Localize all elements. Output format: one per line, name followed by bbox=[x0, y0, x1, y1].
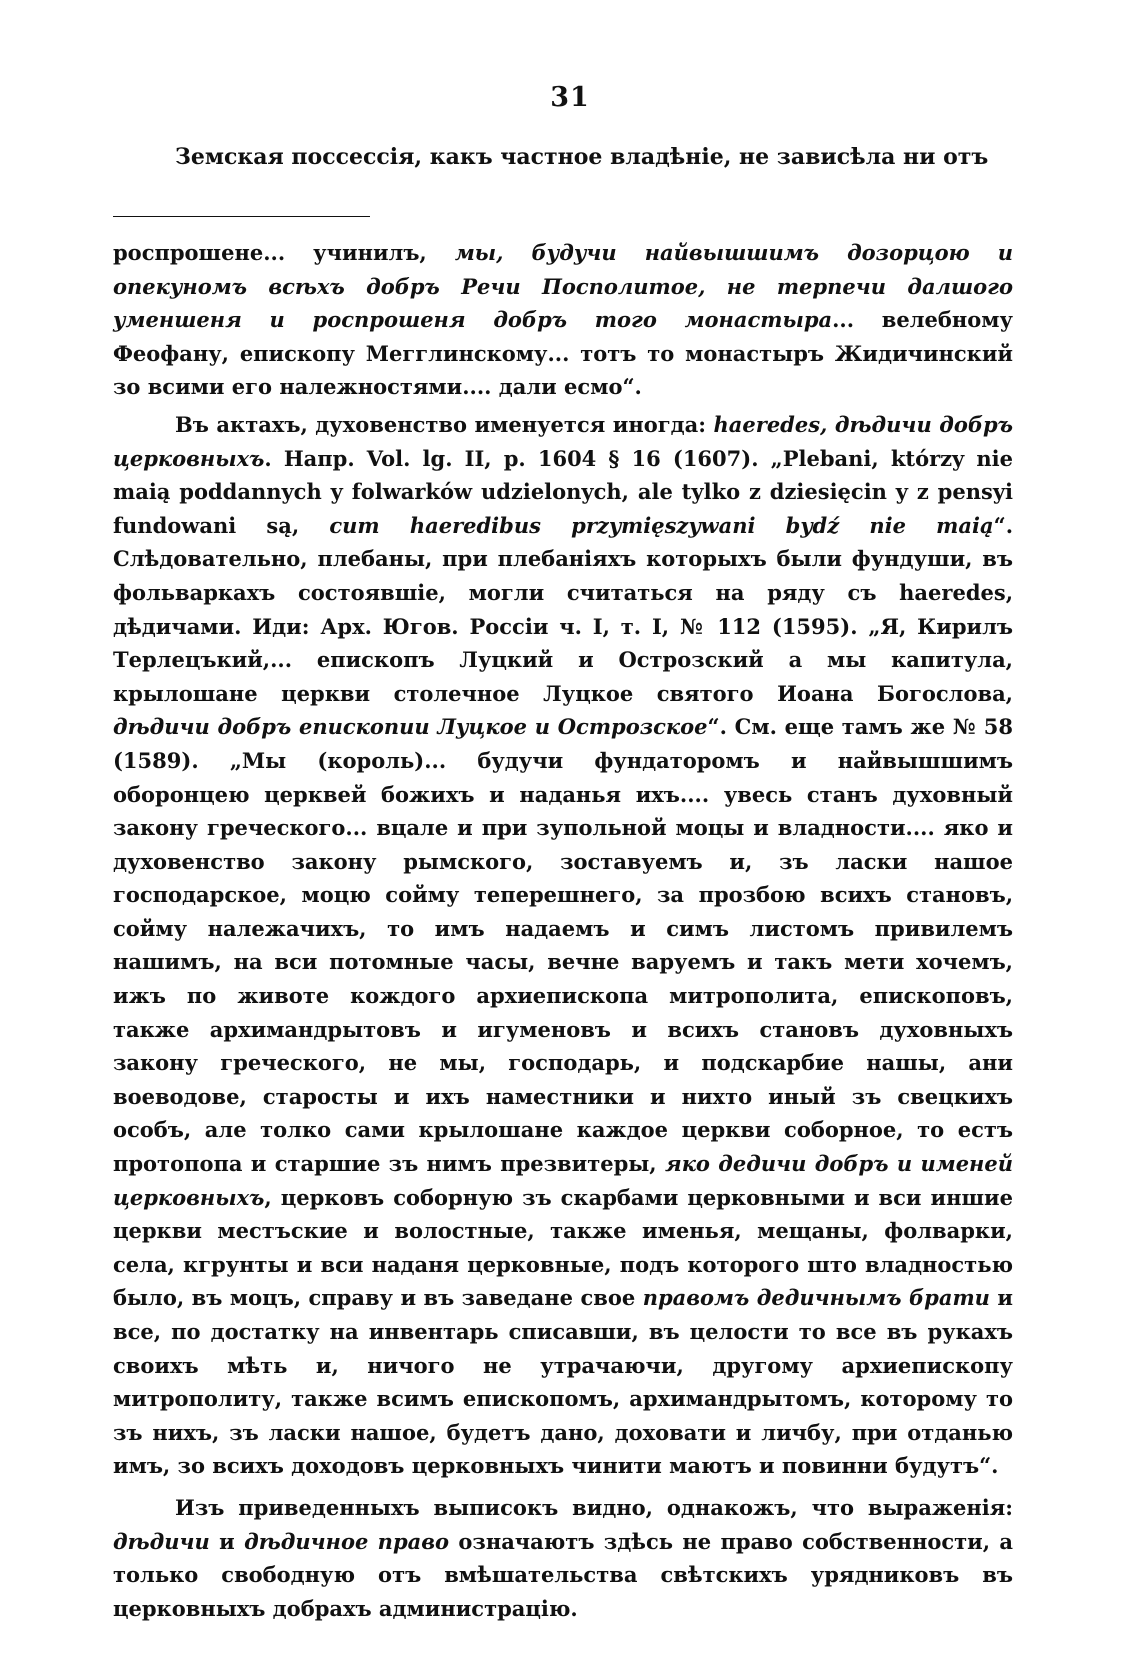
footnote-block bbox=[113, 236, 1013, 1625]
main-text-line: Земская поссессія, какъ частное владѣніе, не зависѣла ни отъ bbox=[175, 144, 989, 170]
footnote-separator bbox=[113, 216, 370, 217]
text-run: ... велебному Феофану, епископу Мегглинскому... тотъ то монастыръ Жидичинский зо всими его належностями.... дали есмо“. bbox=[113, 307, 1013, 400]
italic-run: дѣдичи bbox=[113, 1528, 210, 1554]
footnote-paragraph-3 bbox=[113, 1491, 1013, 1625]
italic-run: дѣдичное право bbox=[244, 1528, 450, 1554]
italic-run: правомъ дедичнымъ брати bbox=[642, 1285, 990, 1311]
italic-run: cum haeredibus przymięszywani bydź nie maią bbox=[329, 512, 994, 538]
italic-run: яко дедичи добръ и именей церковныхъ bbox=[113, 1151, 1013, 1210]
text-run: “. Слѣдовательно, плебаны, при плебаніяхъ которыхъ были фундуши, въ фольваркахъ состоявшіе, могли считаться на ряду съ haeredes, дѣдичами. Иди: Арх. Югов. Россіи ч. I, т. I, № 112 (1595). „Я, Кирилъ Терлецъкий,... епископъ Луцкий и Острозский а мы капитула, крылошане церкви столечное Луцкое святого Иоана Богослова, bbox=[113, 512, 1013, 706]
italic-run: haeredes, дѣдичи добръ церковныхъ bbox=[113, 411, 1013, 471]
text-run: и все, по достатку на инвентарь списавши, въ целости то все въ рукахъ своихъ мѣть и, ничого не утрачаючи, другому архиепископу митрополиту, также всимъ епископомъ, архимандрытомъ, которому то зъ нихъ, зъ ласки нашое, будетъ дано, доховати и личбу, при отданью имъ, зо всихъ доходовъ церковныхъ чинити маютъ и повинни будутъ“. bbox=[113, 1285, 1013, 1479]
footnote-paragraph-2 bbox=[113, 408, 1013, 1483]
italic-run: дѣдичи добръ епископии Луцкое и Острозское bbox=[113, 714, 708, 740]
text-run: Въ актахъ, духовенство именуется иногда: bbox=[175, 411, 714, 437]
text-run: роспрошене... учинилъ, bbox=[113, 240, 455, 265]
text-run: . Напр. Vol. lg. II, p. 1604 § 16 (1607). „Plebani, którzy nie maią poddannych y folwarków udzielonych, ale tylko z dziesięcin y z pensyi fundowani są, bbox=[113, 445, 1013, 538]
text-run: и bbox=[209, 1528, 245, 1554]
footnote-paragraph-1 bbox=[113, 236, 1013, 404]
text-run: означаютъ здѣсь не право собственности, а только свободную отъ вмѣшательства свѣтскихъ урядниковъ въ церковныхъ добрахъ администрацію. bbox=[113, 1528, 1014, 1621]
page-number: 31 bbox=[550, 82, 590, 113]
text-run: “. См. еще тамъ же № 58 (1589). „Мы (король)... будучи фундаторомъ и найвышшимъ оборонцею церквей божихъ и наданья ихъ.... увесь станъ духовный закону греческого... вцале и при зупольной моцы и владности.... яко и духовенство закону рымского, зоставуемъ и, зъ ласки нашое господарское, моцю сойму теперешнего, за прозбою всихъ становъ, сойму належачихъ, то имъ надаемъ и симъ листомъ привилемъ нашимъ, на вси потомные часы, вечне варуемъ и такъ мети хочемъ, ижъ по животе кождого архиепископа митрополита, епископовъ, также архимандрытовъ и игуменовъ и всихъ становъ духовныхъ закону греческого, не мы, господарь, и подскарбие нашы, ани воеводове, старосты и ихъ наместники и нихто иный зъ свецкихъ особъ, але толко сами крылошане каждое церкви соборное, то естъ протопопа и старшие зъ нимъ презвитеры, bbox=[113, 714, 1013, 1177]
text-run: , церковъ соборную зъ скарбами церковными и вси иншие церкви местъские и волостные, также именья, мещаны, фолварки, села, кгрунты и вси наданя церковные, подъ которого што владностью было, въ моцъ, справу и въ заведане свое bbox=[113, 1184, 1013, 1311]
text-run: Изъ приведенныхъ выписокъ видно, однакожъ, что выраженія: bbox=[175, 1494, 1013, 1520]
italic-run: мы, будучи найвышшимъ дозорцою и опекуномъ всѣхъ добръ Речи Посполитое, не терпечи далшого уменшеня и роспрошеня добръ того монастыра bbox=[113, 240, 1013, 333]
